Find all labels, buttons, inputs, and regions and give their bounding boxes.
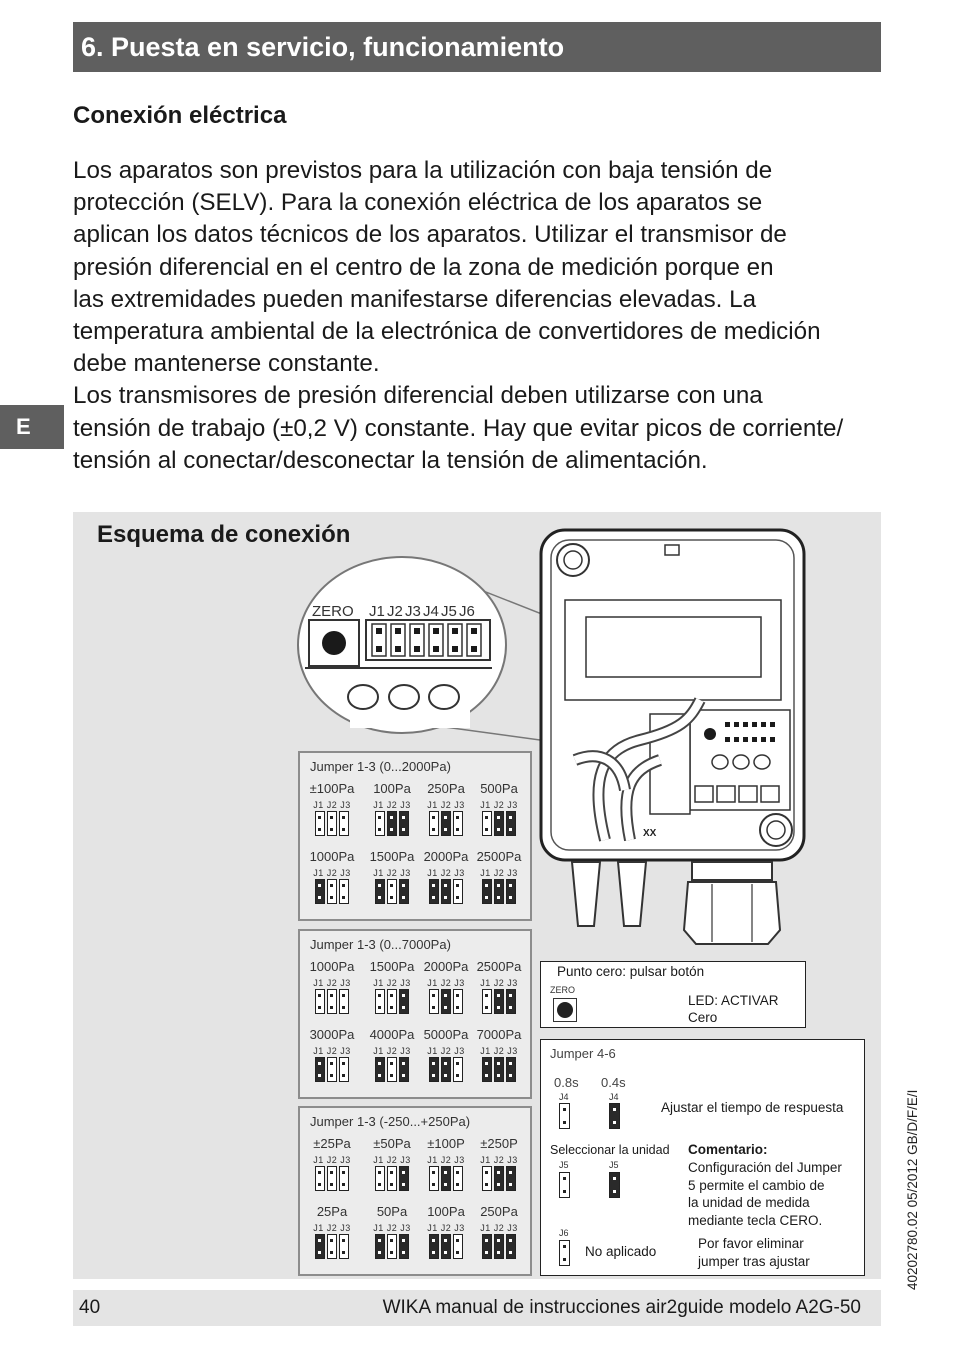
device-marking: XX [643, 828, 657, 839]
jumper-pin [387, 1166, 397, 1191]
jumper-pin [327, 811, 337, 836]
jumper-pins [429, 989, 463, 1014]
jumper-pin [482, 879, 492, 904]
jumper-setting [416, 849, 476, 909]
pin-label: J1 J2 J3 [480, 1223, 518, 1233]
jumper-pin [327, 989, 337, 1014]
jumper-pin [559, 1103, 570, 1129]
jumper-pin [339, 989, 349, 1014]
jumper-setting [469, 849, 529, 909]
footer-title: WIKA manual de instrucciones air2guide modelo A2G-50 [382, 1297, 861, 1318]
pin-label: J1 J2 J3 [427, 1046, 465, 1056]
jumper-pin [482, 1166, 492, 1191]
time-option-1: 0.8s [554, 1075, 579, 1090]
range-label: 1500Pa [369, 959, 415, 974]
pin-label: J1 J2 J3 [373, 1223, 411, 1233]
jumper-pin [399, 989, 409, 1014]
comment-line: la unidad de medida [688, 1195, 810, 1210]
j4-label: J4 [559, 1092, 569, 1102]
led-zero-text: Cero [688, 1010, 718, 1025]
jumper-pins [315, 879, 349, 904]
jumper-pin [506, 989, 516, 1014]
jumper-setting [302, 1027, 362, 1087]
jumper-pin [387, 879, 397, 904]
jumper-pin [315, 879, 325, 904]
response-time-text: Ajustar el tiempo de respuesta [661, 1100, 844, 1115]
jumper-pins [315, 811, 349, 836]
jumper-setting [416, 781, 476, 841]
text-line: aplican los datos técnicos de los aparatos. Utilizar el transmisor de [73, 221, 787, 249]
jumper-pins [482, 1057, 516, 1082]
comment-line: 5 permite el cambio de [688, 1177, 825, 1193]
pin-label: J1 J2 J3 [480, 1046, 518, 1056]
pin-label: J1 J2 J3 [313, 978, 351, 988]
pin-label: J1 J2 J3 [313, 1223, 351, 1233]
jumper-pin [453, 811, 463, 836]
range-label: 5000Pa [423, 1027, 469, 1042]
range-label: 100Pa [427, 1204, 465, 1219]
jumper-pins [375, 879, 409, 904]
range-label: 2000Pa [423, 959, 469, 974]
jumper-pin [609, 1172, 620, 1198]
pin-label: J1 J2 J3 [313, 1155, 351, 1165]
jumper-pins [375, 1234, 409, 1259]
remove-jumper-text [698, 1235, 810, 1270]
jumper-pin [315, 1166, 325, 1191]
pin-label: J1 J2 J3 [373, 800, 411, 810]
jumper-pin [315, 1234, 325, 1259]
range-label: ±100Pa [309, 781, 355, 796]
jumper-setting [469, 959, 529, 1019]
zero-point-box [540, 961, 806, 1028]
jumper-setting [362, 849, 422, 909]
jumper-pin [429, 879, 439, 904]
range-label: ±100P [427, 1136, 465, 1151]
jumper-pin [429, 1166, 439, 1191]
document-code: 40202780.02 05/2012 GB/D/F/E/I [905, 1089, 920, 1290]
jumper-pin [429, 1234, 439, 1259]
jumper-pin [494, 1166, 504, 1191]
pin-label: J1 J2 J3 [427, 868, 465, 878]
jumper-pins [429, 1166, 463, 1191]
jumper-pin [506, 1166, 516, 1191]
jumper-pin [375, 811, 385, 836]
text-line: Los aparatos son previstos para la utilización con baja tensión de [73, 157, 773, 184]
section-header: 6. Puesta en servicio, funcionamiento [73, 22, 881, 72]
pin-label: J1 J2 J3 [313, 800, 351, 810]
pin-label: J1 J2 J3 [427, 800, 465, 810]
jumper-pin [399, 811, 409, 836]
jumper-setting [469, 1204, 529, 1264]
jumper-group-box [298, 751, 532, 921]
jumper-pins [482, 989, 516, 1014]
pin-label: J1 J2 J3 [373, 1046, 411, 1056]
jumper-setting [469, 1027, 529, 1087]
board-zero-label: ZERO [312, 603, 354, 620]
range-label: 1500Pa [369, 849, 415, 864]
comment-text [688, 1159, 842, 1229]
jumper-pins [429, 811, 463, 836]
jumper-pin [429, 1057, 439, 1082]
jumper-pin [375, 1166, 385, 1191]
jumper-pin [429, 811, 439, 836]
range-label: 2000Pa [423, 849, 469, 864]
pin-label: J1 J2 J3 [313, 868, 351, 878]
range-label: 50Pa [376, 1204, 408, 1219]
range-label: 100Pa [373, 781, 411, 796]
not-applied-text: No aplicado [585, 1244, 657, 1259]
range-label: 7000Pa [476, 1027, 522, 1042]
jumper-pin [399, 1166, 409, 1191]
jumper-pin [482, 811, 492, 836]
jumper-pin [387, 1234, 397, 1259]
unit-select-text: Seleccionar la unidad [550, 1143, 670, 1157]
jumper-pin [315, 1057, 325, 1082]
pin-label: J1 J2 J3 [373, 978, 411, 988]
jumper-pin [339, 811, 349, 836]
pin-label: J1 J2 J3 [313, 1046, 351, 1056]
jumper-pins [315, 1166, 349, 1191]
j4-label: J4 [609, 1092, 619, 1102]
jumper-setting [302, 1136, 362, 1196]
led-activate-text: LED: ACTIVAR [688, 993, 779, 1008]
jumper-pin [375, 1234, 385, 1259]
jumper-pin [453, 1234, 463, 1259]
jumper-pin [441, 1057, 451, 1082]
jumper-pin [327, 879, 337, 904]
jumper-pin [327, 1234, 337, 1259]
text-line: presión diferencial en el centro de la zona de medición porque en [73, 253, 774, 281]
jumper-pin [494, 879, 504, 904]
jumper-setting [469, 781, 529, 841]
jumper-pins [429, 1234, 463, 1259]
pin-label: J1 J2 J3 [373, 1155, 411, 1165]
jumper-pin [375, 879, 385, 904]
jumper-pin [315, 989, 325, 1014]
jumper-pin [453, 1057, 463, 1082]
jumper-pin [339, 879, 349, 904]
j5-label: J5 [559, 1160, 569, 1170]
jumper-setting [416, 1136, 476, 1196]
jumper-setting [416, 1204, 476, 1264]
text-line: tensión al conectar/desconectar la tensión de alimentación. [73, 446, 708, 474]
jumper-pin [375, 989, 385, 1014]
jumper-pins [482, 1166, 516, 1191]
jumper-pin [441, 1166, 451, 1191]
jumper-setting [362, 1027, 422, 1087]
zero-button-icon [322, 631, 346, 655]
jumper-pin [494, 1234, 504, 1259]
pin-label: J1 J2 J3 [427, 978, 465, 988]
remove-line: jumper tras ajustar [698, 1253, 810, 1269]
jumper-pin [441, 1234, 451, 1259]
jumper-pin [506, 1057, 516, 1082]
j6-label: J6 [559, 1228, 569, 1238]
jumper-setting [362, 1204, 422, 1264]
jumper-setting [362, 781, 422, 841]
jumper46-title: Jumper 4-6 [550, 1046, 616, 1061]
jumper-setting [362, 959, 422, 1019]
jumper-pins [375, 1166, 409, 1191]
jumper-pin [506, 1234, 516, 1259]
jumper-setting [302, 959, 362, 1019]
jumper-pin [399, 1057, 409, 1082]
jumper-pin [482, 1057, 492, 1082]
jumper-pin [453, 1166, 463, 1191]
jumper-pin [494, 811, 504, 836]
comment-line: mediante tecla CERO. [688, 1212, 823, 1228]
display-window [586, 617, 761, 677]
time-option-2: 0.4s [601, 1075, 626, 1090]
pin-label: J1 J2 J3 [480, 1155, 518, 1165]
range-label: 1000Pa [309, 959, 355, 974]
jumper-pin [429, 989, 439, 1014]
pin-label: J1 J2 J3 [427, 1223, 465, 1233]
page-number: 40 [79, 1297, 101, 1318]
language-tab: E [0, 405, 64, 449]
text-line: temperatura ambiental de la electrónica de convertidores de medición [73, 318, 821, 346]
board-jumper-labels: J1 J2 J3 J4 J5 J6 [369, 603, 475, 620]
jumper-pin [441, 811, 451, 836]
remove-line: Por favor eliminar [698, 1236, 804, 1251]
jumper-pins [375, 989, 409, 1014]
zero-box-title: Punto cero: pulsar botón [557, 964, 705, 979]
jumper-pin [375, 1057, 385, 1082]
jumper-setting [416, 1027, 476, 1087]
jumper-pin [339, 1057, 349, 1082]
jumper-setting [362, 1136, 422, 1196]
jumper-pins [315, 989, 349, 1014]
jumper-pins [429, 879, 463, 904]
zero-button-icon [553, 998, 577, 1022]
jumper-pins [482, 1234, 516, 1259]
range-label: 2500Pa [476, 849, 522, 864]
range-label: 500Pa [480, 781, 518, 796]
jumper-pin [506, 811, 516, 836]
jumper-group-title: Jumper 1-3 (-250...+250Pa) [310, 1114, 471, 1129]
pin-label: J1 J2 J3 [480, 800, 518, 810]
jumper-pins [315, 1057, 349, 1082]
text-line: debe mantenerse constante. [73, 350, 380, 378]
jumper-group-title: Jumper 1-3 (0...7000Pa) [310, 937, 451, 952]
jumper-pin [387, 989, 397, 1014]
jumper-pin [559, 1240, 570, 1266]
range-label: 1000Pa [309, 849, 355, 864]
comment-title: Comentario: [688, 1142, 768, 1157]
subheading-electrical-connection: Conexión eléctrica [73, 102, 287, 129]
jumper-pin [327, 1057, 337, 1082]
jumper-pin [315, 811, 325, 836]
jumper-pin [339, 1166, 349, 1191]
diagram-title: Esquema de conexión [97, 521, 351, 548]
jumper-pin [441, 989, 451, 1014]
jumper-pin [327, 1166, 337, 1191]
range-label: ±50Pa [373, 1136, 411, 1151]
jumper-pin [559, 1172, 570, 1198]
pin-label: J1 J2 J3 [480, 978, 518, 988]
jumper-pin [482, 1234, 492, 1259]
jumper-pin [399, 879, 409, 904]
text-line: tensión de trabajo (±0,2 V) constante. Hay que evitar picos de corriente/ [73, 414, 844, 442]
jumper-pins [375, 1057, 409, 1082]
footer [73, 1290, 881, 1326]
jumper-4-6-box [540, 1039, 865, 1276]
jumper-setting [469, 1136, 529, 1196]
jumper-setting [302, 1204, 362, 1264]
zero-icon-label: ZERO [550, 985, 576, 995]
jumper-pin [399, 1234, 409, 1259]
jumper-pin [506, 879, 516, 904]
pin-label: J1 J2 J3 [427, 1155, 465, 1165]
jumper-pin [494, 1057, 504, 1082]
range-label: ±25Pa [313, 1136, 351, 1151]
jumper-pins [482, 879, 516, 904]
range-label: 4000Pa [369, 1027, 415, 1042]
range-label: 3000Pa [309, 1027, 355, 1042]
comment-line: Configuración del Jumper [688, 1160, 842, 1175]
jumper-pin [609, 1103, 620, 1129]
jumper-pin [339, 1234, 349, 1259]
pin-label: J1 J2 J3 [373, 868, 411, 878]
jumper-setting [302, 849, 362, 909]
range-label: 250Pa [480, 1204, 518, 1219]
jumper-pin [453, 879, 463, 904]
jumper-pin [482, 989, 492, 1014]
jumper-group-box [298, 929, 532, 1099]
j5-label: J5 [609, 1160, 619, 1170]
jumper-pins [315, 1234, 349, 1259]
jumper-pin [453, 989, 463, 1014]
range-label: 2500Pa [476, 959, 522, 974]
text-line: las extremidades pueden manifestarse diferencias elevadas. La [73, 285, 757, 313]
cable-gland [684, 882, 780, 944]
jumper-group-box [298, 1106, 532, 1276]
jumper-pin [441, 879, 451, 904]
jumper-setting [302, 781, 362, 841]
text-line: Los transmisores de presión diferencial deben utilizarse con una [73, 382, 763, 410]
jumper-pin [387, 1057, 397, 1082]
range-label: ±250P [480, 1136, 518, 1151]
jumper-group-title: Jumper 1-3 (0...2000Pa) [310, 759, 451, 774]
jumper-pins [482, 811, 516, 836]
jumper-pins [375, 811, 409, 836]
range-label: 25Pa [316, 1204, 348, 1219]
text-line: protección (SELV). Para la conexión eléctrica de los aparatos se [73, 189, 763, 217]
jumper-pin [387, 811, 397, 836]
pin-label: J1 J2 J3 [480, 868, 518, 878]
jumper-pins [429, 1057, 463, 1082]
range-label: 250Pa [427, 781, 465, 796]
jumper-setting [416, 959, 476, 1019]
jumper-pin [494, 989, 504, 1014]
